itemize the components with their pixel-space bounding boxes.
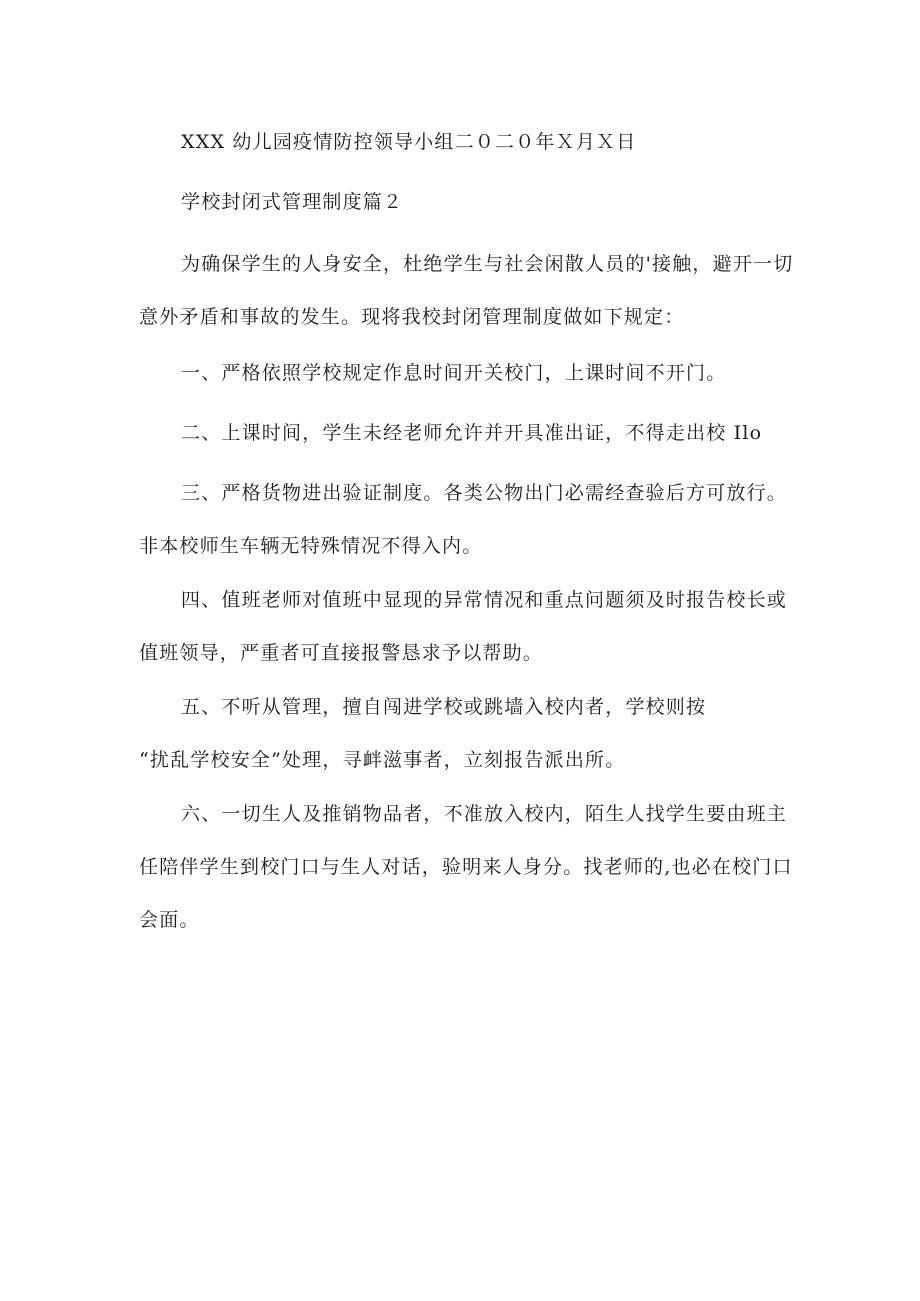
signature-line: [139, 116, 789, 169]
text-line: 二、上课时间，学生未经老师允许并开具准出证，不得走出校 Ilo: [181, 422, 763, 444]
rule-5-paragraph: [139, 681, 789, 787]
intro-paragraph: [139, 238, 794, 344]
text-line: 四、值班老师对值班中显现的异常情况和重点问题须及时报告校长或: [181, 589, 788, 611]
text-line: 意外矛盾和事故的发生。现将我校封闭管理制度做如下规定：: [139, 306, 685, 328]
rule-1-paragraph: [139, 347, 789, 400]
text-line: 一、严格依照学校规定作息时间开关校门，上课时间不开门。: [181, 362, 727, 384]
text-line: 会面。: [139, 909, 200, 931]
text-line: 六、一切生人及推销物品者，不准放入校内，陌生人找学生要由班主: [181, 803, 788, 825]
text-line: “扰乱学校安全”处理，寻衅滋事者，立刻报告派出所。: [139, 749, 626, 771]
rule-2-paragraph: [139, 407, 789, 460]
rule-4-paragraph: [139, 574, 789, 680]
text-line: 任陪伴学生到校门口与生人对话，验明来人身分。找老师的,也必在校门口: [139, 856, 793, 878]
text-line: 学校封闭式管理制度篇２: [181, 191, 404, 213]
text-line: 非本校师生车辆无特殊情况不得入内。: [139, 535, 483, 557]
rule-6-paragraph: [139, 788, 793, 947]
text-line: 三、严格货物进出验证制度。各类公物出门必需经查验后方可放行。: [181, 482, 788, 504]
section-title: [139, 176, 789, 229]
text-line: XXX 幼儿园疫情防控领导小组二０二０年Ｘ月Ｘ日: [181, 131, 637, 153]
text-line: 五、不听从管理，擅自闯进学校或跳墙入校内者，学校则按: [181, 696, 707, 718]
rule-3-paragraph: [139, 467, 789, 573]
text-line: 值班领导，严重者可直接报警恳求予以帮助。: [139, 642, 544, 664]
text-line: 为确保学生的人身安全，杜绝学生与社会闲散人员的'接触，避开一切: [181, 253, 794, 275]
